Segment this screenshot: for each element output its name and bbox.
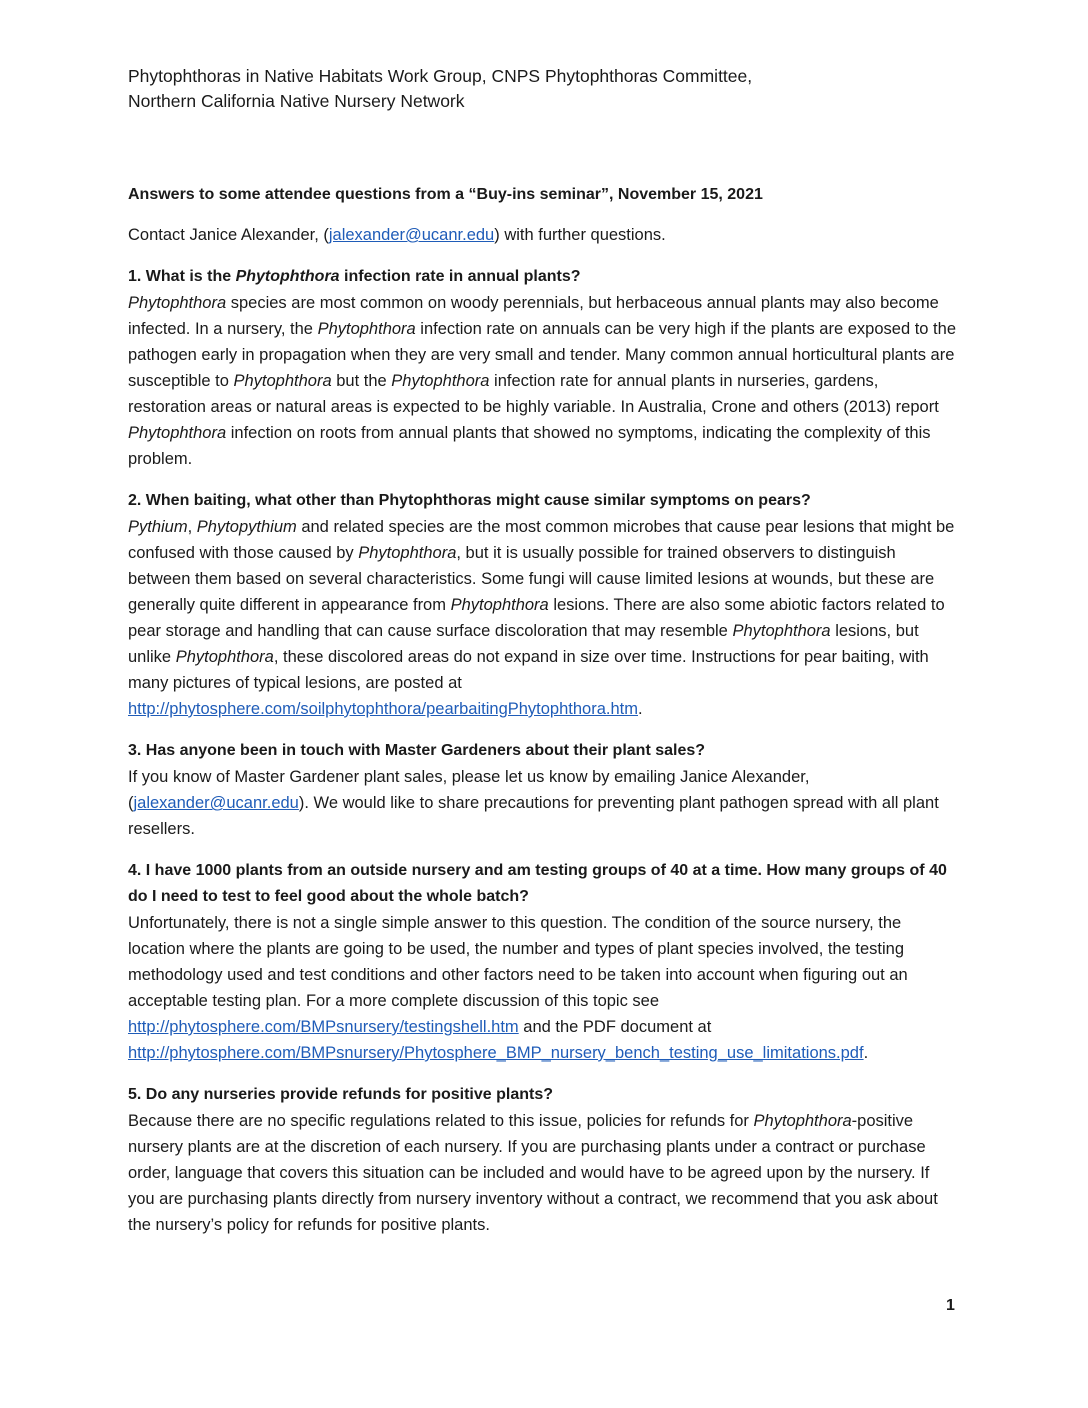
- question-5: [128, 1082, 960, 1238]
- a2-part: , but it is usually possible for trained observers to distinguish between them based on several characteristics. Some fungi will cause limited lesions at wounds, but these are generally quite different in appearance from: [128, 544, 935, 614]
- a2-part: Phytophthora: [450, 596, 549, 614]
- a2-part: , these discolored areas do not expand in size over time. Instructions for pear baiting, with many pictures of typical lesions, are posted at: [128, 648, 929, 692]
- a5-part: Phytophthora: [753, 1112, 852, 1130]
- header-line-1: Phytophthoras in Native Habitats Work Group, CNPS Phytophthoras Committee,: [128, 66, 753, 86]
- a2-part: Pythium: [128, 518, 188, 536]
- answer-1: [128, 290, 960, 472]
- contact-line: [128, 223, 960, 248]
- question-4: [128, 858, 960, 1066]
- a2-part: .: [638, 700, 643, 718]
- a5-part: -positive nursery plants are at the discretion of each nursery. If you are purchasing plants under a contract or purchase order, language that covers this situation can be included and would have to be agreed upon by the nursery. If you are purchasing plants directly from nursery inventory without a contract, we recommend that you ask about the nursery’s policy for refunds for positive plants.: [128, 1112, 938, 1234]
- a1-part: species are most common on woody perennials, but herbaceous annual plants may also become infected. In a nursery, the: [128, 294, 939, 338]
- email-link[interactable]: jalexander@ucanr.edu: [133, 794, 299, 812]
- a4-part: and the PDF document at: [518, 1018, 712, 1036]
- a2-part: lesions. There are also some abiotic factors related to pear storage and handling that can cause surface discoloration that may resemble: [128, 596, 945, 640]
- a5-part: Because there are no specific regulations related to this issue, policies for refunds for: [128, 1112, 754, 1130]
- document-title: Answers to some attendee questions from a “Buy-ins seminar”, November 15, 2021: [128, 186, 763, 203]
- a3-part: ). We would like to share precautions for preventing plant pathogen spread with all plant resellers.: [128, 794, 939, 838]
- a1-part: infection rate on annuals can be very high if the plants are exposed to the pathogen early in propagation when they are very small and tender. Many common annual horticultural plants are susceptible to: [128, 320, 956, 390]
- question-1: [128, 264, 960, 472]
- a2-part: Phytophthora: [175, 648, 274, 666]
- a1-part: Phytophthora: [233, 372, 332, 390]
- a2-part: and related species are the most common microbes that cause pear lesions that might be confused with those caused by: [128, 518, 955, 562]
- question-2: [128, 488, 960, 722]
- q1-heading-post: infection rate in annual plants?: [339, 268, 581, 285]
- answer-4: [128, 910, 960, 1066]
- question-1-heading: [128, 264, 960, 290]
- question-3: [128, 738, 960, 842]
- question-2-heading: 2. When baiting, what other than Phytophthoras might cause similar symptoms on pears?: [128, 492, 811, 509]
- q1-heading-italic: Phytophthora: [235, 268, 340, 285]
- a1-part: Phytophthora: [391, 372, 490, 390]
- bench-testing-pdf-link[interactable]: http://phytosphere.com/BMPsnursery/Phytosphere_BMP_nursery_bench_testing_use_limitations.pdf: [128, 1044, 864, 1062]
- a1-part: infection rate for annual plants in nurseries, gardens, restoration areas or natural areas is expected to be highly variable. In Australia, Crone and others (2013) report: [128, 372, 939, 416]
- a2-part: Phytopythium: [196, 518, 297, 536]
- a2-part: Phytophthora: [732, 622, 831, 640]
- a2-part: lesions, but unlike: [128, 622, 919, 666]
- a1-part: Phytophthora: [128, 294, 227, 312]
- a3-part: If you know of Master Gardener plant sales, please let us know by emailing Janice Alexander, (: [128, 768, 810, 812]
- question-4-heading: 4. I have 1000 plants from an outside nursery and am testing groups of 40 at a time. How many groups of 40 do I need to test to feel good about the whole batch?: [128, 862, 947, 905]
- pear-baiting-link[interactable]: http://phytosphere.com/soilphytophthora/pearbaitingPhytophthora.htm: [128, 700, 638, 718]
- contact-text: Contact Janice Alexander, (: [128, 226, 329, 244]
- contact-text-end: ) with further questions.: [494, 226, 666, 244]
- a1-part: Phytophthora: [128, 424, 227, 442]
- a2-part: Phytophthora: [358, 544, 457, 562]
- page-number: 1: [946, 1297, 955, 1314]
- a4-part: Unfortunately, there is not a single simple answer to this question. The condition of the source nursery, the location where the plants are going to be used, the number and types of plant species involved, the testing methodology used and test conditions and other factors need to be taken into account when figuring out an acceptable testing plan. For a more complete discussion of this topic see: [128, 914, 908, 1010]
- a2-part: ,: [187, 518, 197, 536]
- q1-heading-pre: 1. What is the: [128, 268, 236, 285]
- answer-2: [128, 514, 960, 722]
- answer-3: [128, 764, 960, 842]
- document-body: [128, 64, 960, 1238]
- header-line-2: Northern California Native Nursery Network: [128, 91, 465, 111]
- a1-part: Phytophthora: [317, 320, 416, 338]
- a1-part: but the: [331, 372, 392, 390]
- a4-part: .: [863, 1044, 869, 1062]
- question-5-heading: 5. Do any nurseries provide refunds for positive plants?: [128, 1086, 553, 1103]
- testing-shell-link[interactable]: http://phytosphere.com/BMPsnursery/testingshell.htm: [128, 1018, 519, 1036]
- a1-part: infection on roots from annual plants that showed no symptoms, indicating the complexity of this problem.: [128, 424, 931, 468]
- contact-email-link[interactable]: jalexander@ucanr.edu: [328, 226, 495, 244]
- answer-5: [128, 1108, 960, 1238]
- question-3-heading: 3. Has anyone been in touch with Master Gardeners about their plant sales?: [128, 742, 706, 759]
